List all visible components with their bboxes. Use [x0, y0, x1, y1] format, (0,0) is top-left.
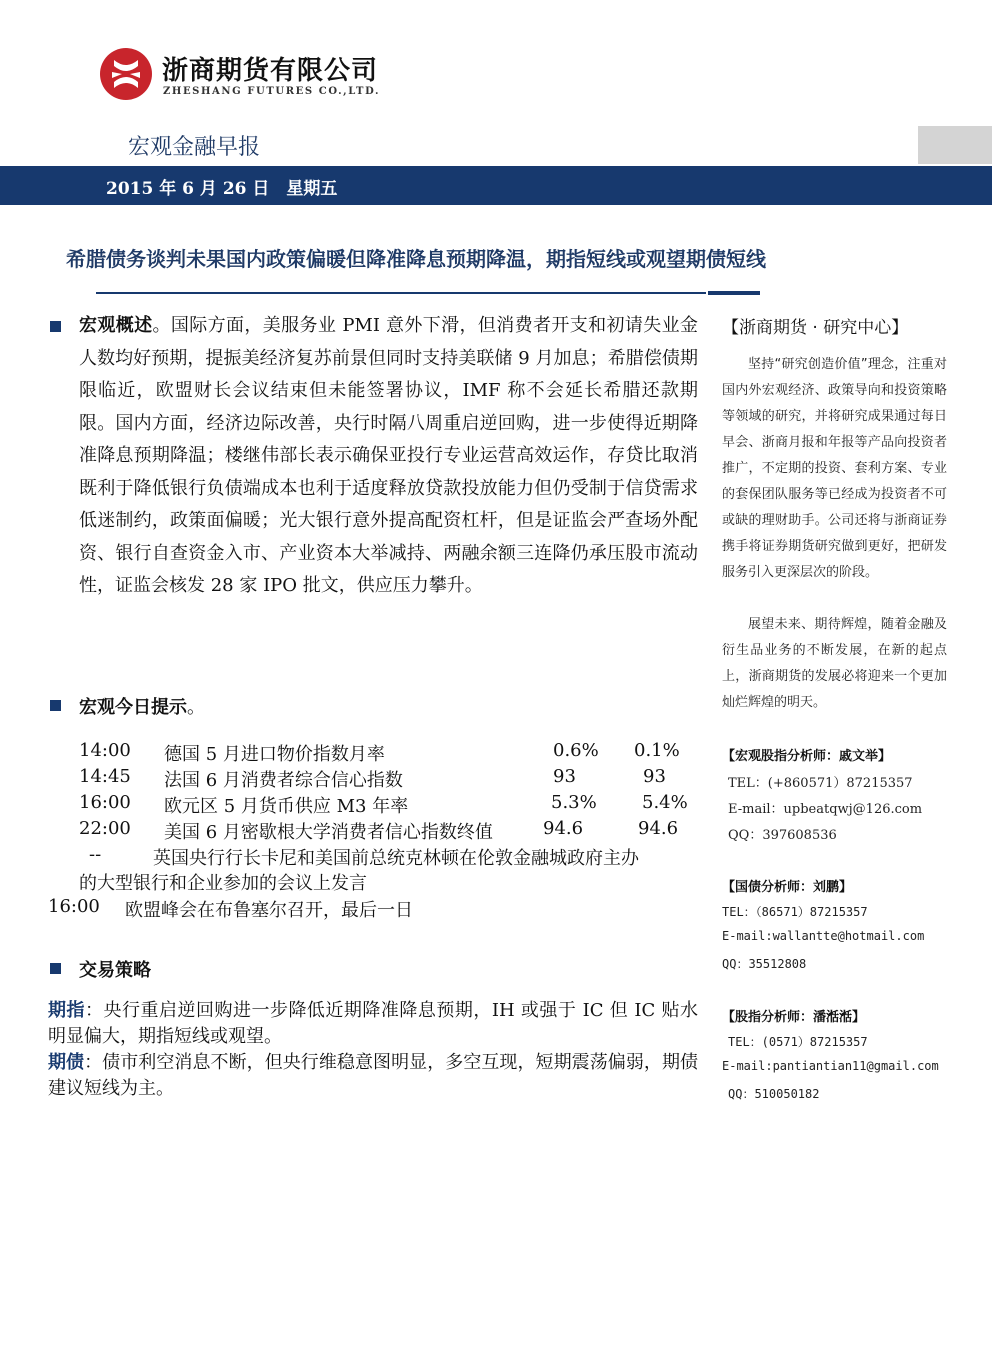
schedule-time: 14:00 [79, 740, 131, 761]
analyst-qq: QQ：510050182 [728, 1087, 820, 1101]
schedule-row [0, 818, 700, 844]
sidebar-outlook: 展望未来、期待辉煌，随着金融及衍生品业务的不断发展，在新的起点上，浙商期货的发展必将迎来一个更加灿烂辉煌的明天。 [722, 617, 947, 710]
schedule-forecast: 0.1% [634, 740, 680, 761]
schedule-event: 欧盟峰会在布鲁塞尔召开，最后一日 [125, 900, 413, 921]
analyst-email: E-mail:wallantte@hotmail.com [722, 929, 925, 943]
sidebar-intro: 坚持“研究创造价值”理念，注重对国内外宏观经济、政策导向和投资策略等领域的研究，并将研究成果通过每日早会、浙商月报和年报等产品向投资者推广，不定期的投资、套利方案、专业的套保团队服务等已经成为投资者不可或缺的理财助手。公司还将与浙商证券携手将证券期货研究做到更好，把研发服务引入更深层次的阶段。 [722, 357, 947, 580]
overview-title: 宏观概述 [79, 315, 153, 336]
schedule-row [0, 896, 700, 922]
strategy-bond-label: 期债 [48, 1052, 85, 1073]
schedule-time: 14:45 [79, 766, 131, 787]
schedule-forecast: 94.6 [638, 818, 679, 839]
schedule-note-line2: 的大型银行和企业参加的会议上发言 [79, 873, 367, 894]
company-logo-icon [98, 46, 154, 102]
analyst-tel: TEL：（86571）87215357 [722, 905, 868, 919]
analyst-tel: TEL：(0571）87215357 [728, 1035, 868, 1049]
schedule-note-time: -- [89, 844, 102, 865]
bullet-icon [50, 700, 61, 711]
analyst-qq: QQ：35512808 [722, 957, 807, 971]
analyst-qq: QQ：397608536 [728, 828, 837, 843]
strategy-bond-text: ：债市利空消息不断，但央行维稳意图明显，多空互现，短期震荡偏弱，期债建议短线为主。 [48, 1052, 699, 1099]
schedule-note-row [0, 869, 700, 895]
schedule-row [0, 766, 700, 792]
schedule-forecast: 93 [643, 766, 666, 787]
analyst-head: 【国债分析师：刘鹏】 [722, 880, 853, 895]
schedule-row [0, 740, 700, 766]
overview-text: 。国际方面，美服务业 PMI 意外下滑，但消费者开支和初请失业金人数均好预期，提振美经济复苏前景但同时支持美联储 9 月加息；希腊偿债期限临近，欧盟财长会议结束但未能签署协议，IMF 称不会延长希腊还款期限。国内方面，经济边际改善，央行时隔八周重启逆回购，进一步使得近期降准降息预期降温；楼继伟部长表示确保亚投行专业运营高效运作，存贷比取消既利于降低银行负债端成本也利于适度释放贷款投放能力但仍受制于信贷需求低迷制约，政策面偏暖；光大银行意外提高配资杠杆，但是证监会严查场外配资、银行自查资金入市、产业资本大举减持、两融余额三连降仍承压股市流动性，证监会核发 28 家 IPO 批文，供应压力攀升。 [79, 315, 699, 596]
schedule-event: 法国 6 月消费者综合信心指数 [164, 770, 403, 791]
report-date: 2015 年 6 月 26 日 星期五 [106, 179, 338, 199]
analyst-head: 【宏观股指分析师：戚文举】 [722, 749, 892, 764]
strategy-futures-text: ：央行重启逆回购进一步降低近期降准降息预期，IH 或强于 IC 但 IC 贴水明显偏大，期指短线或观望。 [48, 1000, 699, 1047]
schedule-prev: 94.6 [543, 818, 584, 839]
schedule-time: 16:00 [48, 896, 100, 917]
schedule-row [0, 792, 700, 818]
schedule-note-row [0, 844, 700, 870]
schedule-event: 欧元区 5 月货币供应 M3 年率 [164, 796, 409, 817]
schedule-prev: 0.6% [553, 740, 599, 761]
headline: 希腊债务谈判未果国内政策偏暖但降准降息预期降温，期指短线或观望期债短线 [66, 247, 766, 271]
today-section-title: 宏观今日提示。 [79, 697, 205, 718]
company-name-en: ZHESHANG FUTURES CO.,LTD. [163, 86, 381, 97]
schedule-note-line1: 英国央行行长卡尼和美国前总统克林顿在伦敦金融城政府主办 [153, 848, 639, 869]
strategy-futures-label: 期指 [48, 1000, 85, 1021]
company-name-cn: 浙商期货有限公司 [162, 56, 379, 86]
schedule-event: 美国 6 月密歇根大学消费者信心指数终值 [164, 822, 493, 843]
report-type: 宏观金融早报 [128, 135, 261, 160]
analyst-tel: TEL：(+860571）87215357 [728, 776, 913, 791]
header-grey-block [918, 126, 992, 164]
bullet-icon [50, 321, 61, 332]
bullet-icon [50, 963, 61, 974]
strategy-section-title: 交易策略 [79, 960, 151, 981]
schedule-event: 德国 5 月进口物价指数月率 [164, 744, 385, 765]
schedule-time: 22:00 [79, 818, 131, 839]
headline-rule [96, 292, 706, 294]
overview-paragraph [79, 310, 698, 603]
schedule-prev: 5.3% [551, 792, 597, 813]
analyst-email: E-mail：upbeatqwj@126.com [728, 802, 923, 817]
analyst-head: 【股指分析师：潘湉湉】 [722, 1010, 866, 1025]
schedule-prev: 93 [553, 766, 576, 787]
analyst-email: E-mail:pantiantian11@gmail.com [722, 1059, 939, 1073]
schedule-time: 16:00 [79, 792, 131, 813]
schedule-forecast: 5.4% [642, 792, 688, 813]
strategy-futures [48, 998, 698, 1050]
strategy-bond [48, 1050, 698, 1102]
sidebar-title: 【浙商期货 · 研究中心】 [722, 318, 909, 338]
headline-rule-accent [708, 291, 760, 295]
